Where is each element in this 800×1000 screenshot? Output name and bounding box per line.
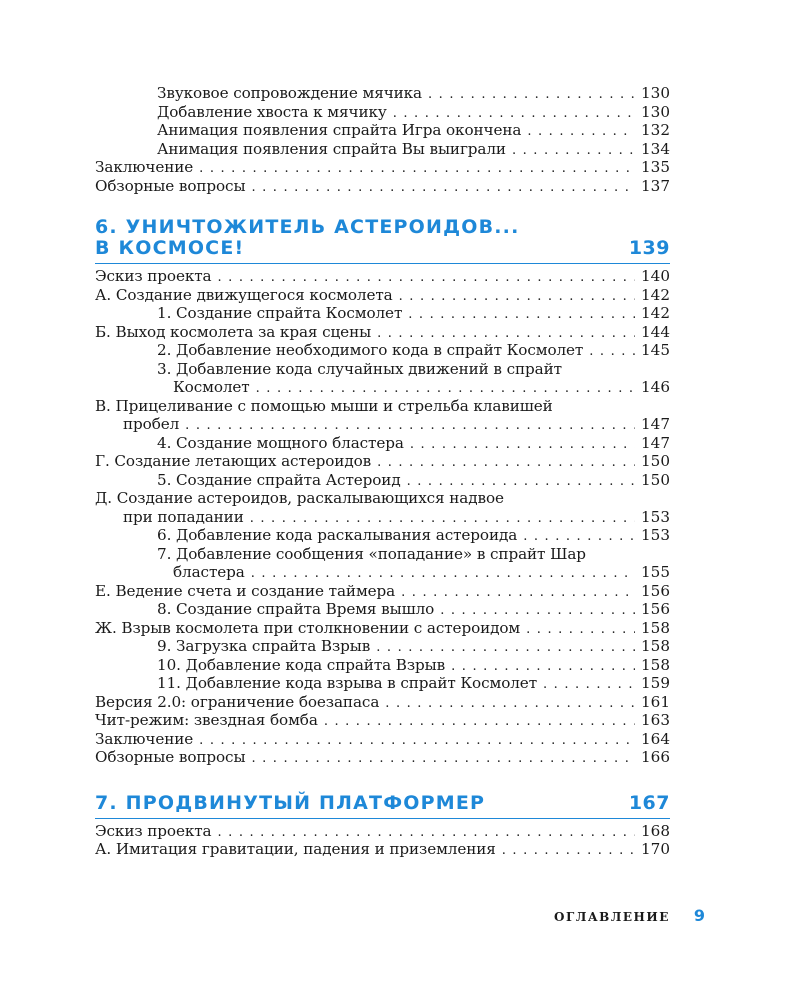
toc-entry[interactable]	[95, 840, 670, 859]
toc-entry-page: 145	[641, 341, 670, 359]
toc-leader-dots	[199, 160, 635, 179]
chapter-7-heading[interactable]	[95, 793, 670, 814]
toc-entry-title: 10. Добавление кода спрайта Взрыв	[157, 655, 446, 674]
toc-entry[interactable]	[95, 121, 670, 140]
toc-leader-dots	[399, 288, 635, 307]
toc-leader-dots	[428, 86, 635, 105]
toc-entry-page: 130	[641, 102, 670, 121]
toc-leader-dots	[410, 436, 635, 455]
toc-entry[interactable]	[95, 508, 670, 527]
toc-entry-page: 153	[641, 507, 670, 526]
toc-entry-title: Звуковое сопровождение мячика	[157, 84, 423, 102]
toc-leader-dots	[324, 713, 635, 732]
chapter-6-page: 139	[628, 237, 670, 259]
toc-entry-page: 166	[641, 748, 670, 766]
toc-entry[interactable]	[95, 267, 670, 286]
toc-entry-title: Чит-режим: звездная бомба	[95, 711, 318, 729]
toc-entry-title: пробел	[123, 415, 180, 433]
toc-entry-page: 153	[641, 526, 670, 544]
chapter-7-title: 7. ПРОДВИНУТЫЙ ПЛАТФОРМЕР	[95, 791, 486, 814]
chapter-6-title: 6. УНИЧТОЖИТЕЛЬ АСТЕРОИДОВ... В КОСМОСЕ!	[95, 216, 520, 259]
toc-entry-title: Ж. Взрыв космолета при столкновении с астероидом	[95, 618, 521, 637]
toc-entry-title: В. Прицеливание с помощью мыши и стрельба клавишей	[95, 396, 553, 415]
toc-leader-dots	[251, 179, 635, 198]
toc-entry[interactable]	[95, 711, 670, 730]
toc-entry[interactable]	[95, 452, 670, 471]
toc-entry[interactable]	[95, 378, 670, 397]
toc-entry-title: 1. Создание спрайта Космолет	[157, 304, 403, 322]
toc-entry[interactable]	[95, 489, 670, 508]
toc-entry-title: Г. Создание летающих астероидов	[95, 452, 372, 470]
toc-entry[interactable]	[95, 674, 670, 693]
toc-entry-title: Версия 2.0: ограничение боезапаса	[95, 692, 380, 711]
toc-entry-title: Обзорные вопросы	[95, 176, 246, 195]
toc-entry-title: 5. Создание спрайта Астероид	[157, 470, 401, 489]
toc-entry[interactable]	[95, 693, 670, 712]
toc-entry-page: 132	[641, 121, 670, 139]
toc-leader-dots	[589, 343, 635, 362]
toc-entry[interactable]	[95, 304, 670, 323]
toc-entry-page: 161	[641, 692, 670, 711]
toc-leader-dots	[377, 454, 635, 473]
toc-entry-page: 140	[641, 267, 670, 285]
toc-entry-title: бластера	[173, 563, 245, 581]
toc-entry-page: 164	[641, 729, 670, 748]
toc-entry-title: 4. Создание мощного бластера	[157, 433, 404, 452]
toc-entry-page: 155	[641, 563, 670, 581]
toc-entry[interactable]	[95, 822, 670, 841]
toc-entry[interactable]	[95, 637, 670, 656]
toc-entry[interactable]	[95, 84, 670, 103]
toc-entry-page: 168	[641, 821, 670, 840]
toc-list-previous-chapter	[95, 84, 670, 195]
toc-entry[interactable]	[95, 526, 670, 545]
toc-entry-title: Анимация появления спрайта Вы выиграли	[157, 139, 506, 158]
toc-entry-page: 130	[641, 84, 670, 102]
toc-leader-dots	[408, 306, 635, 325]
toc-entry-title: А. Создание движущегося космолета	[95, 285, 393, 304]
toc-entry-title: А. Имитация гравитации, падения и приземления	[95, 840, 496, 858]
toc-entry-title: Эскиз проекта	[95, 821, 212, 840]
toc-entry[interactable]	[95, 730, 670, 749]
toc-entry[interactable]	[95, 600, 670, 619]
page-footer	[554, 906, 705, 925]
toc-entry-page: 156	[641, 581, 670, 600]
toc-entry-title: Анимация появления спрайта Игра окончена	[157, 121, 522, 139]
toc-entry-title: 9. Загрузка спрайта Взрыв	[157, 637, 371, 655]
toc-entry[interactable]	[95, 563, 670, 582]
toc-list-chapter-6	[95, 267, 670, 767]
toc-entry-title: 7. Добавление сообщения «попадание» в спрайт Шар	[157, 544, 586, 563]
toc-entry-page: 144	[641, 322, 670, 341]
toc-entry-title: Добавление хвоста к мячику	[157, 102, 387, 121]
toc-entry-page: 134	[641, 139, 670, 158]
toc-entry[interactable]	[95, 619, 670, 638]
footer-page-number: 9	[693, 906, 705, 925]
toc-leader-dots	[401, 584, 635, 603]
toc-leader-dots	[543, 676, 635, 695]
toc-entry-title: Эскиз проекта	[95, 267, 212, 285]
toc-entry-page: 135	[641, 158, 670, 176]
toc-entry-title: Заключение	[95, 158, 194, 176]
toc-entry[interactable]	[95, 397, 670, 416]
toc-entry[interactable]	[95, 471, 670, 490]
toc-entry-page: 159	[641, 674, 670, 692]
toc-entry[interactable]	[95, 323, 670, 342]
chapter-6-heading[interactable]	[95, 217, 670, 259]
toc-entry-page: 142	[641, 304, 670, 322]
toc-entry-page: 146	[641, 378, 670, 396]
toc-leader-dots	[385, 695, 635, 714]
toc-entry[interactable]	[95, 656, 670, 675]
toc-leader-dots	[527, 123, 635, 142]
toc-leader-dots	[251, 750, 635, 769]
toc-entry[interactable]	[95, 415, 670, 434]
toc-page	[95, 84, 670, 859]
toc-entry[interactable]	[95, 103, 670, 122]
toc-leader-dots	[502, 842, 635, 861]
toc-entry-page: 150	[641, 470, 670, 489]
toc-entry-title: Заключение	[95, 729, 194, 748]
toc-entry[interactable]	[95, 158, 670, 177]
toc-entry-title: 3. Добавление кода случайных движений в спрайт	[157, 359, 562, 378]
chapter-6-rule	[95, 263, 670, 264]
toc-entry-title: 2. Добавление необходимого кода в спрайт Космолет	[157, 341, 584, 359]
toc-entry-title: 11. Добавление кода взрыва в спрайт Космолет	[157, 674, 537, 692]
chapter-7-page: 167	[628, 791, 670, 814]
toc-leader-dots	[199, 732, 635, 751]
toc-entry-title: Д. Создание астероидов, раскалывающихся надвое	[95, 489, 504, 507]
toc-entry-title: Е. Ведение счета и создание таймера	[95, 581, 396, 600]
toc-entry[interactable]	[95, 177, 670, 196]
toc-entry-title: 8. Создание спрайта Время вышло	[157, 600, 435, 618]
toc-entry[interactable]	[95, 286, 670, 305]
toc-entry-title: Б. Выход космолета за края сцены	[95, 322, 372, 341]
toc-leader-dots	[512, 142, 635, 161]
toc-entry[interactable]	[95, 341, 670, 360]
toc-entry-page: 137	[641, 176, 670, 195]
toc-entry-title: Космолет	[173, 378, 250, 396]
toc-list-chapter-7	[95, 822, 670, 859]
toc-entry-title: Обзорные вопросы	[95, 748, 246, 766]
toc-entry-title: 6. Добавление кода раскалывания астероида	[157, 526, 518, 544]
toc-entry[interactable]	[95, 545, 670, 564]
toc-entry[interactable]	[95, 360, 670, 379]
toc-entry-page: 158	[641, 655, 670, 674]
toc-entry-page: 158	[641, 637, 670, 655]
toc-entry[interactable]	[95, 748, 670, 767]
toc-entry-page: 158	[641, 618, 670, 637]
toc-entry-page: 156	[641, 600, 670, 618]
toc-entry[interactable]	[95, 582, 670, 601]
toc-entry-page: 147	[641, 415, 670, 433]
toc-entry-page: 150	[641, 452, 670, 470]
toc-entry[interactable]	[95, 434, 670, 453]
toc-entry-title: при попадании	[123, 507, 244, 526]
toc-leader-dots	[526, 621, 635, 640]
toc-entry-page: 170	[641, 840, 670, 858]
toc-entry-page: 163	[641, 711, 670, 729]
footer-section-label: ОГЛАВЛЕНИЕ	[554, 910, 670, 924]
toc-entry-page: 142	[641, 285, 670, 304]
chapter-7-rule	[95, 818, 670, 819]
toc-entry-page: 147	[641, 433, 670, 452]
toc-entry[interactable]	[95, 140, 670, 159]
